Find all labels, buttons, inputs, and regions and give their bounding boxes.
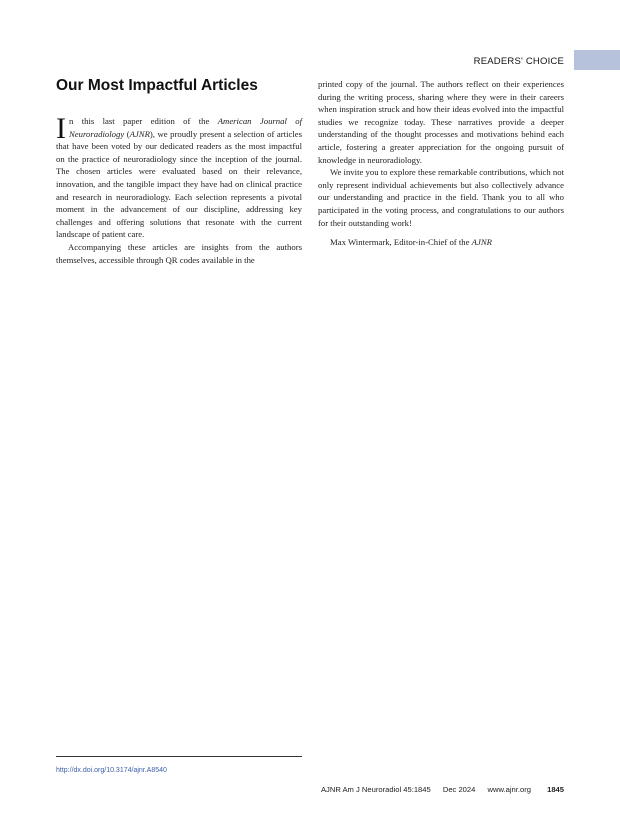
doi-link[interactable]: http://dx.doi.org/10.3174/ajnr.A8540 [56,767,167,774]
journal-abbreviation: AJNR [129,128,150,139]
footer-date: Dec 2024 [442,785,476,794]
journal-name: American Journal of Neuroradiology [69,116,303,139]
drop-cap: I [56,112,66,145]
paragraph-invitation: We invite you to explore these remarkable contributions, which not only represent individual achievements but also collectively advance our understanding and practice in the field. Thank you to all who participated in the voting process, and congratulations to our authors for their outstanding work! [318,167,564,228]
footer-rule [56,756,302,757]
footer-citation: AJNR Am J Neuroradiol 45:1845 [320,785,431,794]
signature [318,236,564,249]
footer-website: www.ajnr.org [487,785,531,794]
paragraph-insights: Accompanying these articles are insights from the authors themselves, accessible through QR codes available in the [56,241,302,265]
signature-journal: AJNR [471,237,492,248]
section-color-tab [574,50,620,70]
page-footer [311,785,564,794]
intro-text-start: n this last paper edition of the [69,116,218,126]
signature-text: Max Wintermark, Editor-in-Chief of the [330,237,472,248]
right-column [318,78,564,249]
left-column [56,112,303,266]
section-label: READERS' CHOICE [473,56,564,67]
intro-text-rest: ), we proudly present a selection of articles that have been voted by our dedicated readers as the most impactful on the practice of neuroradiology since the inception of the journal. The chosen articles were evaluated based on their relevance, innovation, and the tangible impact they have had on clinical practice and research in neuroradiology. Each selection represents a pivotal moment in the advancement of our discipline, addressing key challenges and offering solutions that resonate with the current landscape of patient care. [56,128,302,240]
page-number: 1845 [547,785,564,794]
paragraph-insights-continued: printed copy of the journal. The authors reflect on their experiences during the writing process, sharing where they were in their careers when inspiration struck and how their ideas evolved into the impactful studies we recognize today. These narratives provide a deeper understanding of the thought processes and motivations behind each article, fostering a greater appreciation for the ongoing pursuit of knowledge in neuroradiology. [318,79,564,165]
intro-text-paren: ( [124,128,130,139]
article-title: Our Most Impactful Articles [56,77,258,94]
paragraph-intro [56,112,303,241]
